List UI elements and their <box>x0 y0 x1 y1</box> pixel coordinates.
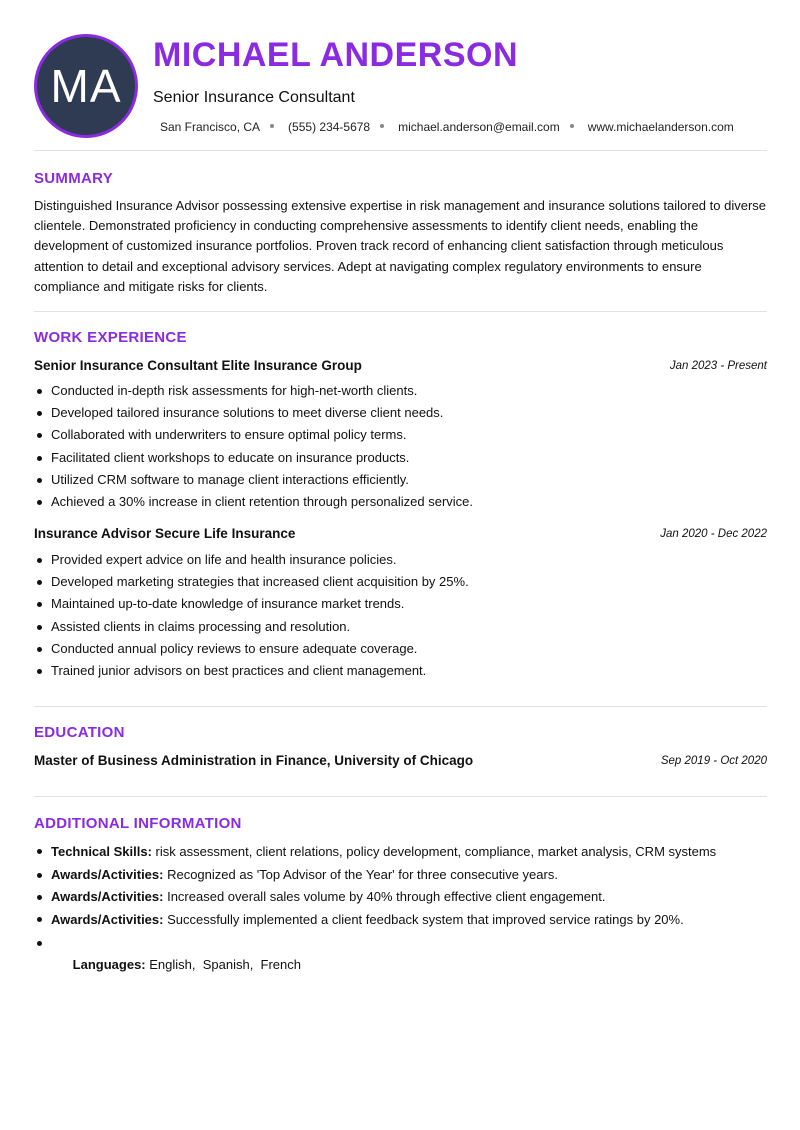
item-label: Technical Skills: <box>51 844 152 859</box>
contact-location: San Francisco, CA <box>160 120 261 134</box>
list-item <box>34 932 767 999</box>
contact-email[interactable]: michael.anderson@email.com <box>398 120 560 134</box>
education-date: Sep 2019 - Oct 2020 <box>660 755 767 767</box>
section-divider <box>34 311 767 312</box>
item-label: Awards/Activities: <box>51 911 164 927</box>
separator-dot <box>380 124 384 128</box>
education-heading: EDUCATION <box>34 724 125 741</box>
list-item <box>34 886 767 908</box>
list-item: Trained junior advisors on best practices and client management. <box>34 660 767 682</box>
job-title: Senior Insurance Consultant Elite Insurance Group <box>34 358 362 373</box>
job-bullets <box>34 549 767 682</box>
section-divider <box>34 150 767 151</box>
summary-text: Distinguished Insurance Advisor possessing extensive expertise in risk management and insurance solutions tailored to diverse clientele. Demonstrated proficiency in conducting comprehensive assessments to identify client needs, enabling the development of customized insurance portfolios. Proven track record of enhancing client satisfaction through meticulous attention to detail and exceptional advisory services. Adept at navigating complex regulatory environments to ensure compliance and mitigate risks for clients. <box>34 198 767 294</box>
list-item: Provided expert advice on life and health insurance policies. <box>34 549 767 571</box>
additional-heading: ADDITIONAL INFORMATION <box>34 815 242 832</box>
candidate-title: Senior Insurance Consultant <box>153 89 355 106</box>
item-text: Successfully implemented a client feedback system that improved service ratings by 20%. <box>163 911 684 927</box>
list-item: Assisted clients in claims processing and resolution. <box>34 616 767 638</box>
experience-heading: WORK EXPERIENCE <box>34 329 187 346</box>
job-date: Jan 2023 - Present <box>669 360 767 372</box>
degree-title: Master of Business Administration in Finance, University of Chicago <box>34 753 474 768</box>
avatar <box>34 34 138 138</box>
education-entry <box>34 753 767 771</box>
list-item <box>34 864 767 886</box>
list-item: Maintained up-to-date knowledge of insurance market trends. <box>34 593 767 615</box>
item-label: Awards/Activities: <box>51 866 164 882</box>
list-item <box>34 908 767 932</box>
list-item: Achieved a 30% increase in client retention through personalized service. <box>34 491 767 513</box>
item-text: Recognized as 'Top Advisor of the Year' for three consecutive years. <box>163 866 558 882</box>
contact-website[interactable]: www.michaelanderson.com <box>587 120 734 134</box>
contact-phone: (555) 234-5678 <box>288 120 371 134</box>
job-header <box>34 358 767 376</box>
job-header <box>34 526 767 544</box>
separator-dot <box>570 124 574 128</box>
list-item: Conducted in-depth risk assessments for high-net-worth clients. <box>34 380 767 402</box>
item-label: Awards/Activities: <box>51 888 164 904</box>
list-item: Developed tailored insurance solutions to meet diverse client needs. <box>34 402 767 424</box>
item-label: Languages: <box>72 957 146 973</box>
job-title: Insurance Advisor Secure Life Insurance <box>34 526 296 541</box>
list-item: Utilized CRM software to manage client interactions efficiently. <box>34 469 767 491</box>
contact-bar <box>160 120 734 134</box>
summary-heading: SUMMARY <box>34 170 114 187</box>
item-text: risk assessment, client relations, policy development, compliance, market analysis, CRM systems <box>151 844 717 859</box>
list-item: Collaborated with underwriters to ensure optimal policy terms. <box>34 424 767 446</box>
list-item <box>34 840 767 864</box>
item-text: English, Spanish, French <box>145 957 301 973</box>
item-text: Increased overall sales volume by 40% through effective client engagement. <box>163 888 606 904</box>
section-divider <box>34 796 767 797</box>
additional-list <box>34 840 767 999</box>
list-item: Developed marketing strategies that increased client acquisition by 25%. <box>34 571 767 593</box>
job-date: Jan 2020 - Dec 2022 <box>660 528 767 540</box>
list-item: Conducted annual policy reviews to ensure adequate coverage. <box>34 638 767 660</box>
separator-dot <box>270 124 274 128</box>
candidate-name: MICHAEL ANDERSON <box>153 36 519 74</box>
section-divider <box>34 706 767 707</box>
avatar-initials: MA <box>50 60 122 112</box>
list-item: Facilitated client workshops to educate on insurance products. <box>34 447 767 469</box>
job-bullets <box>34 380 767 513</box>
